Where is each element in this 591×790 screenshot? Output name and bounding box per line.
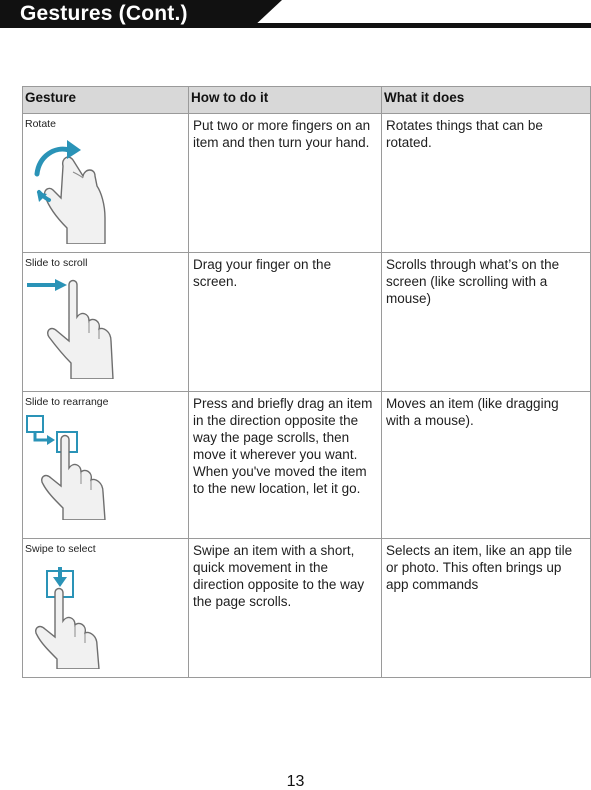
gesture-name: Slide to rearrange [25, 396, 109, 408]
column-header-how: How to do it [189, 87, 382, 114]
gesture-name: Slide to scroll [25, 257, 88, 269]
rotate-gesture-icon [25, 132, 125, 244]
what-cell: Scrolls through what’s on the screen (like scrolling with a mouse) [382, 253, 591, 392]
how-cell: Press and briefly drag an item in the direction opposite the way the page scrolls, then move it wherever you want. When you've moved the item to the new location, let it go. [189, 392, 382, 539]
what-cell: Selects an item, like an app tile or photo. This often brings up app commands [382, 539, 591, 678]
table-header-row [23, 87, 591, 114]
gesture-cell [23, 114, 189, 253]
header-banner [0, 0, 591, 30]
how-cell: Swipe an item with a short, quick movement in the direction opposite to the way the page scrolls. [189, 539, 382, 678]
gesture-table [22, 86, 591, 678]
gesture-name: Rotate [25, 118, 56, 130]
gesture-cell [23, 253, 189, 392]
column-header-gesture: Gesture [23, 87, 189, 114]
page-title: Gestures (Cont.) [20, 2, 188, 25]
what-cell: Rotates things that can be rotated. [382, 114, 591, 253]
gesture-name: Swipe to select [25, 543, 96, 555]
slide-rearrange-gesture-icon [25, 410, 125, 520]
slide-scroll-gesture-icon [25, 271, 125, 379]
table-row [23, 392, 591, 539]
what-cell: Moves an item (like dragging with a mouse). [382, 392, 591, 539]
gesture-cell [23, 539, 189, 678]
banner-rule [240, 23, 591, 28]
table-row [23, 539, 591, 678]
column-header-what: What it does [382, 87, 591, 114]
gesture-cell [23, 392, 189, 539]
how-cell: Drag your finger on the screen. [189, 253, 382, 392]
table-row [23, 114, 591, 253]
swipe-select-gesture-icon [25, 557, 125, 669]
page-number: 13 [286, 773, 305, 790]
table-row [23, 253, 591, 392]
how-cell: Put two or more fingers on an item and then turn your hand. [189, 114, 382, 253]
